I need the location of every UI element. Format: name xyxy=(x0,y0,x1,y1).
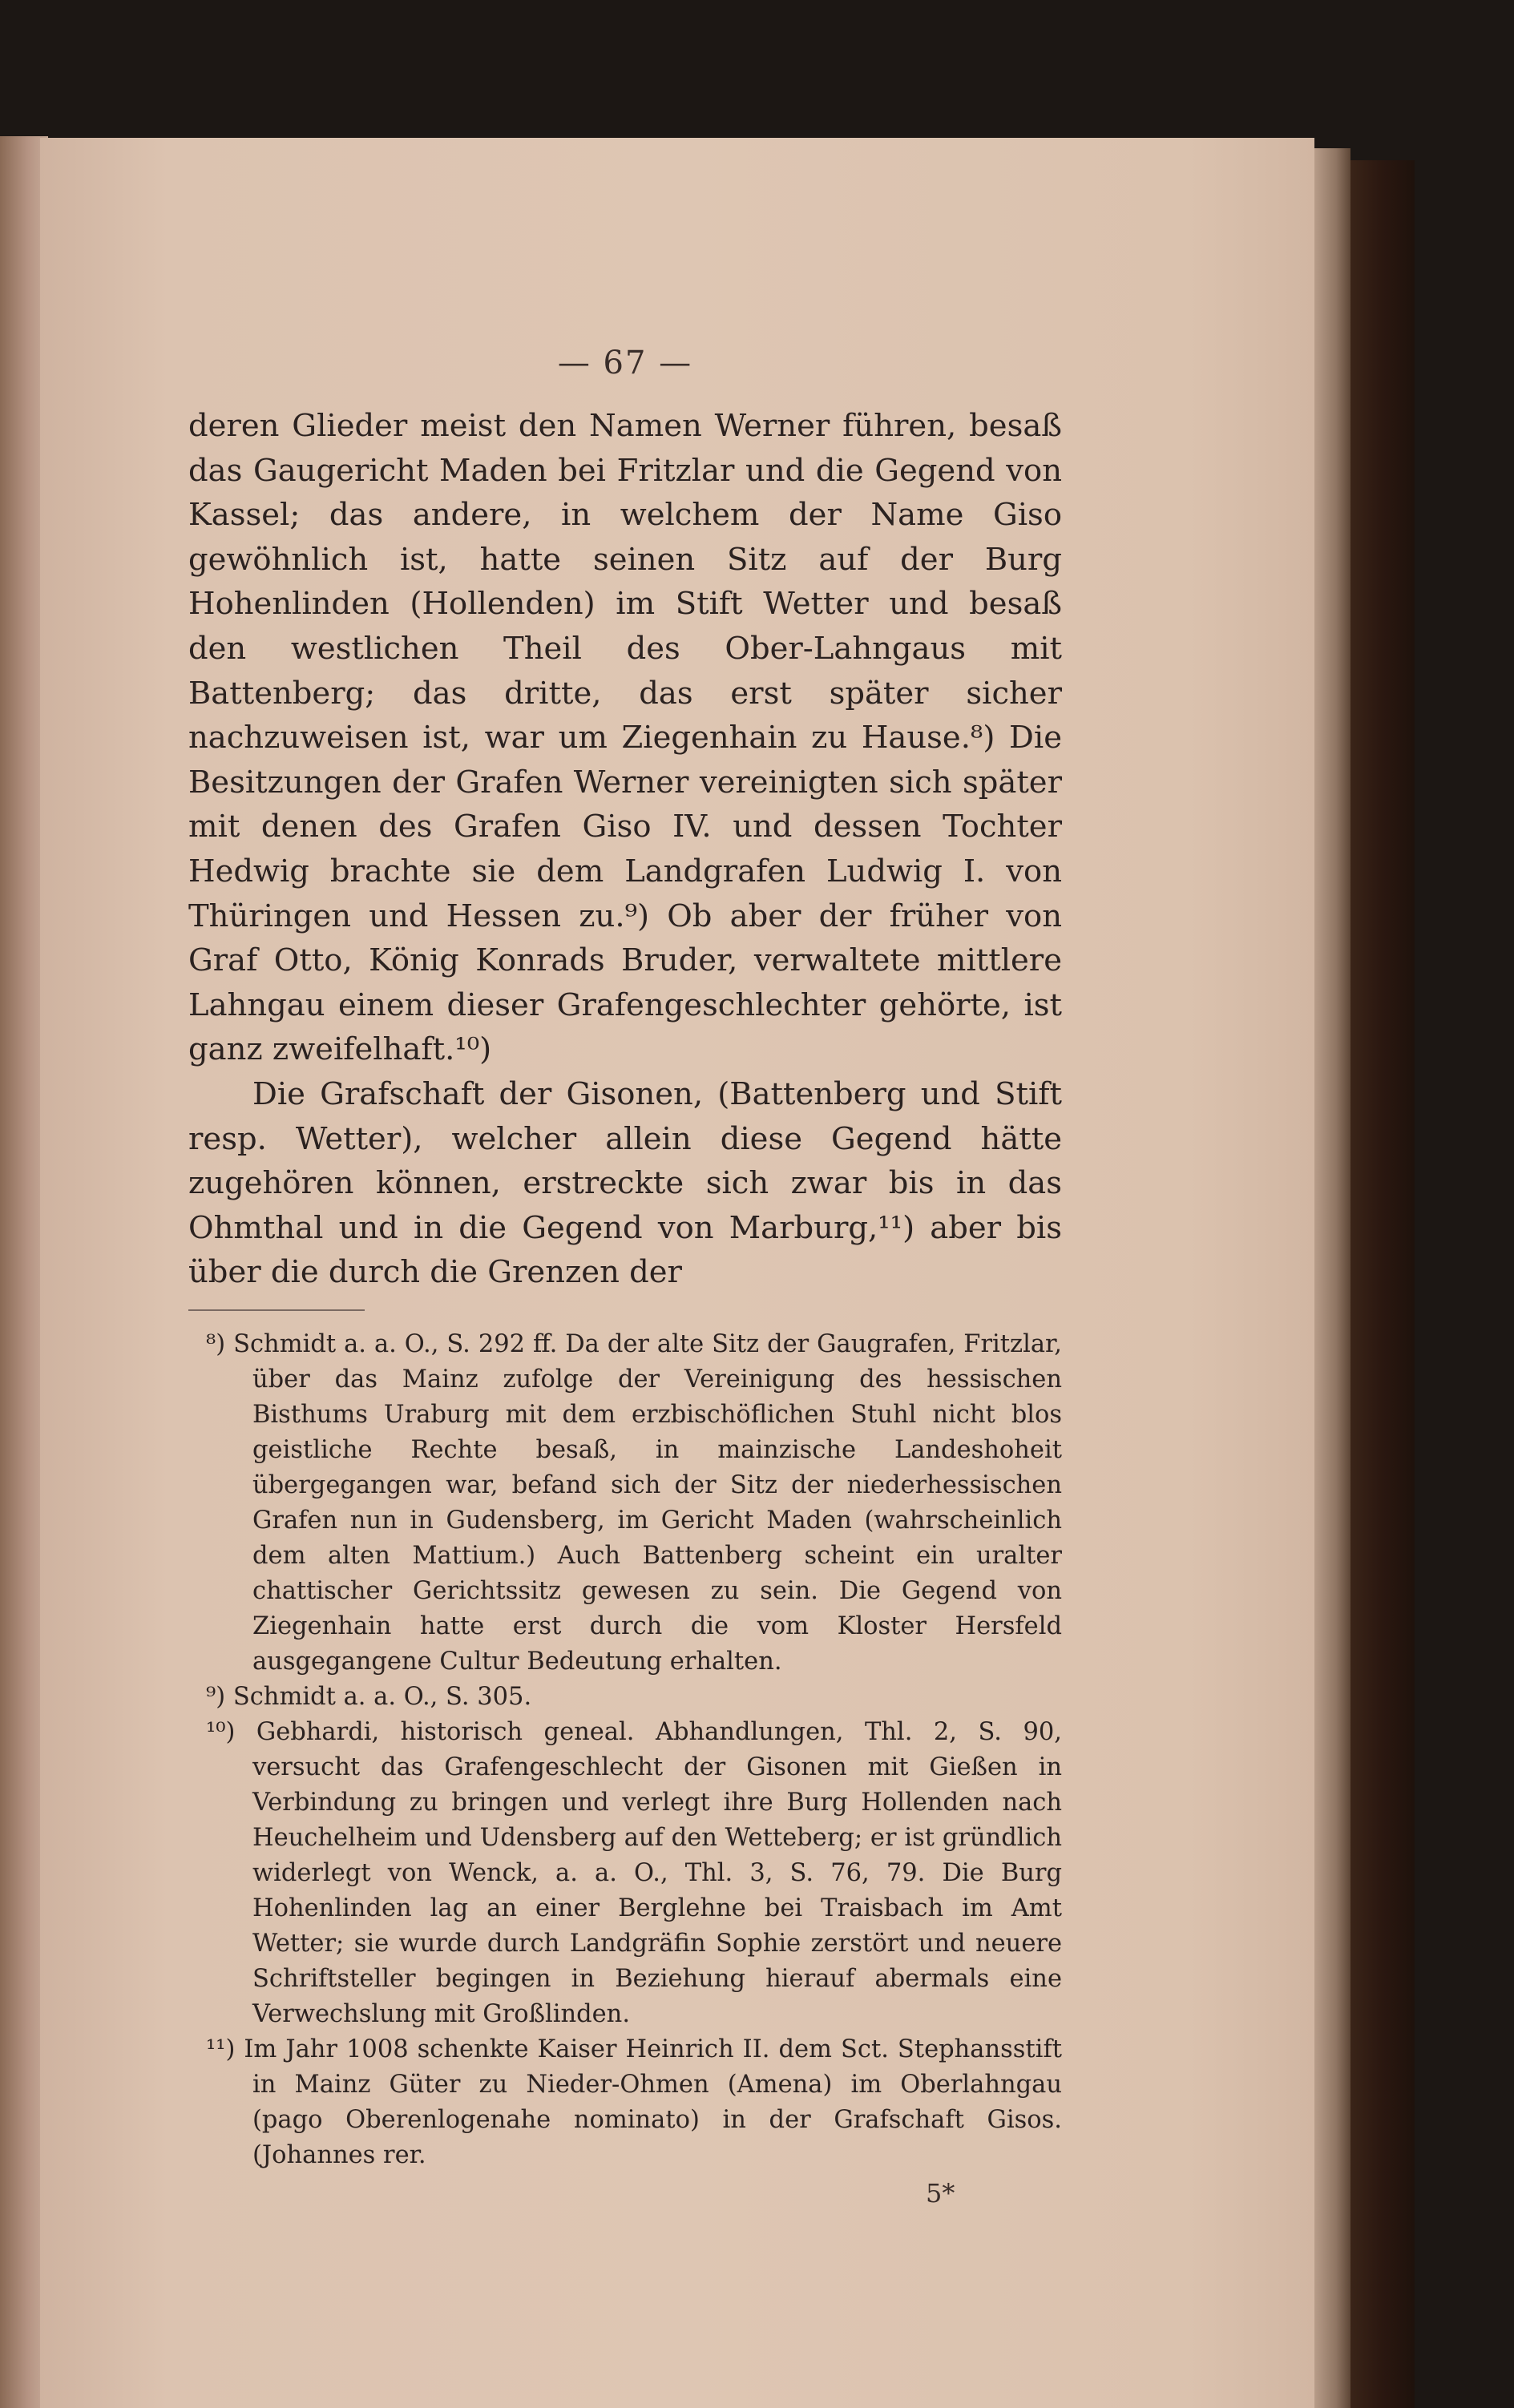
page-stack-edge xyxy=(1314,148,1350,2408)
footnote-11: ¹¹) Im Jahr 1008 schenkte Kaiser Heinrich II. dem Sct. Stephansstift in Mainz Güter zu Nieder-Ohmen (Amena) im Oberlahngau (pago Oberenlogenahe nominato) in der Grafschaft Gisos. (Johannes rer. xyxy=(206,2035,1062,2169)
body-paragraph-2: Die Grafschaft der Gisonen, (Battenberg und Stift resp. Wetter), welcher allein diese Gegend hätte zugehören können, erstreckte sich zwar bis in das Ohmthal und in die Gegend von Marburg,¹¹) aber bis über die durch die Grenzen der xyxy=(188,1075,1062,1291)
printer-signature-mark: 5* xyxy=(926,2177,955,2208)
footnote-8: ⁸) Schmidt a. a. O., S. 292 ff. Da der alte Sitz der Gaugrafen, Fritzlar, über das Mainz zufolge der Vereinigung des hessischen Bisthums Uraburg mit dem erzbischöflichen Stuhl nicht blos geistliche Rechte besaß, in mainzische Landeshoheit übergegangen war, befand sich der Sitz der niederhessischen Grafen nun in Gudensberg, im Gericht Maden (wahrscheinlich dem alten Mattium.) Auch Battenberg scheint ein uralter chattischer Gerichtssitz gewesen zu sein. Die Gegend von Ziegenhain hatte erst durch die vom Kloster Hersfeld ausgegangene Cultur Bedeutung erhalten. xyxy=(206,1329,1062,1676)
footnote-10: ¹⁰) Gebhardi, historisch geneal. Abhandlungen, Thl. 2, S. 90, versucht das Grafengeschlecht der Gisonen mit Gießen in Verbindung zu bringen und verlegt ihre Burg Hollenden nach Heuchelheim und Udensberg auf den Wetteberg; er ist gründlich widerlegt von Wenck, a. a. O., Thl. 3, S. 76, 79. Die Burg Hohenlinden lag an einer Berglehne bei Traisbach im Amt Wetter; sie wurde durch Landgräfin Sophie zerstört und neuere Schriftsteller begingen in Beziehung hierauf abermals eine Verwechslung mit Großlinden. xyxy=(206,1717,1062,2028)
body-paragraph-1: deren Glieder meist den Namen Werner führen, besaß das Gaugericht Maden bei Fritzlar und die Gegend von Kassel; das andere, in welchem der Name Giso gewöhnlich ist, hatte seinen Sitz auf der Burg Hohenlinden (Hollenden) im Stift Wetter und besaß den westlichen Theil des Ober-Lahngaus mit Battenberg; das dritte, das erst später sicher nachzuweisen ist, war um Ziegenhain zu Hause.⁸) Die Besitzungen der Grafen Werner vereinigten sich später mit denen des Grafen Giso IV. und dessen Tochter Hedwig brachte sie dem Landgrafen Ludwig I. von Thüringen und Hessen zu.⁹) Ob aber der früher von Graf Otto, König Konrads Bruder, verwaltete mittlere Lahngau einem dieser Grafengeschlechter gehörte, ist ganz zweifelhaft.¹⁰) xyxy=(188,408,1062,1068)
page-number: — 67 — xyxy=(557,345,693,381)
book-cover-edge xyxy=(1350,160,1415,2408)
footnote-9: ⁹) Schmidt a. a. O., S. 305. xyxy=(206,1682,532,1711)
page-text-block xyxy=(188,345,1062,2208)
footnote-separator xyxy=(188,1309,365,1311)
